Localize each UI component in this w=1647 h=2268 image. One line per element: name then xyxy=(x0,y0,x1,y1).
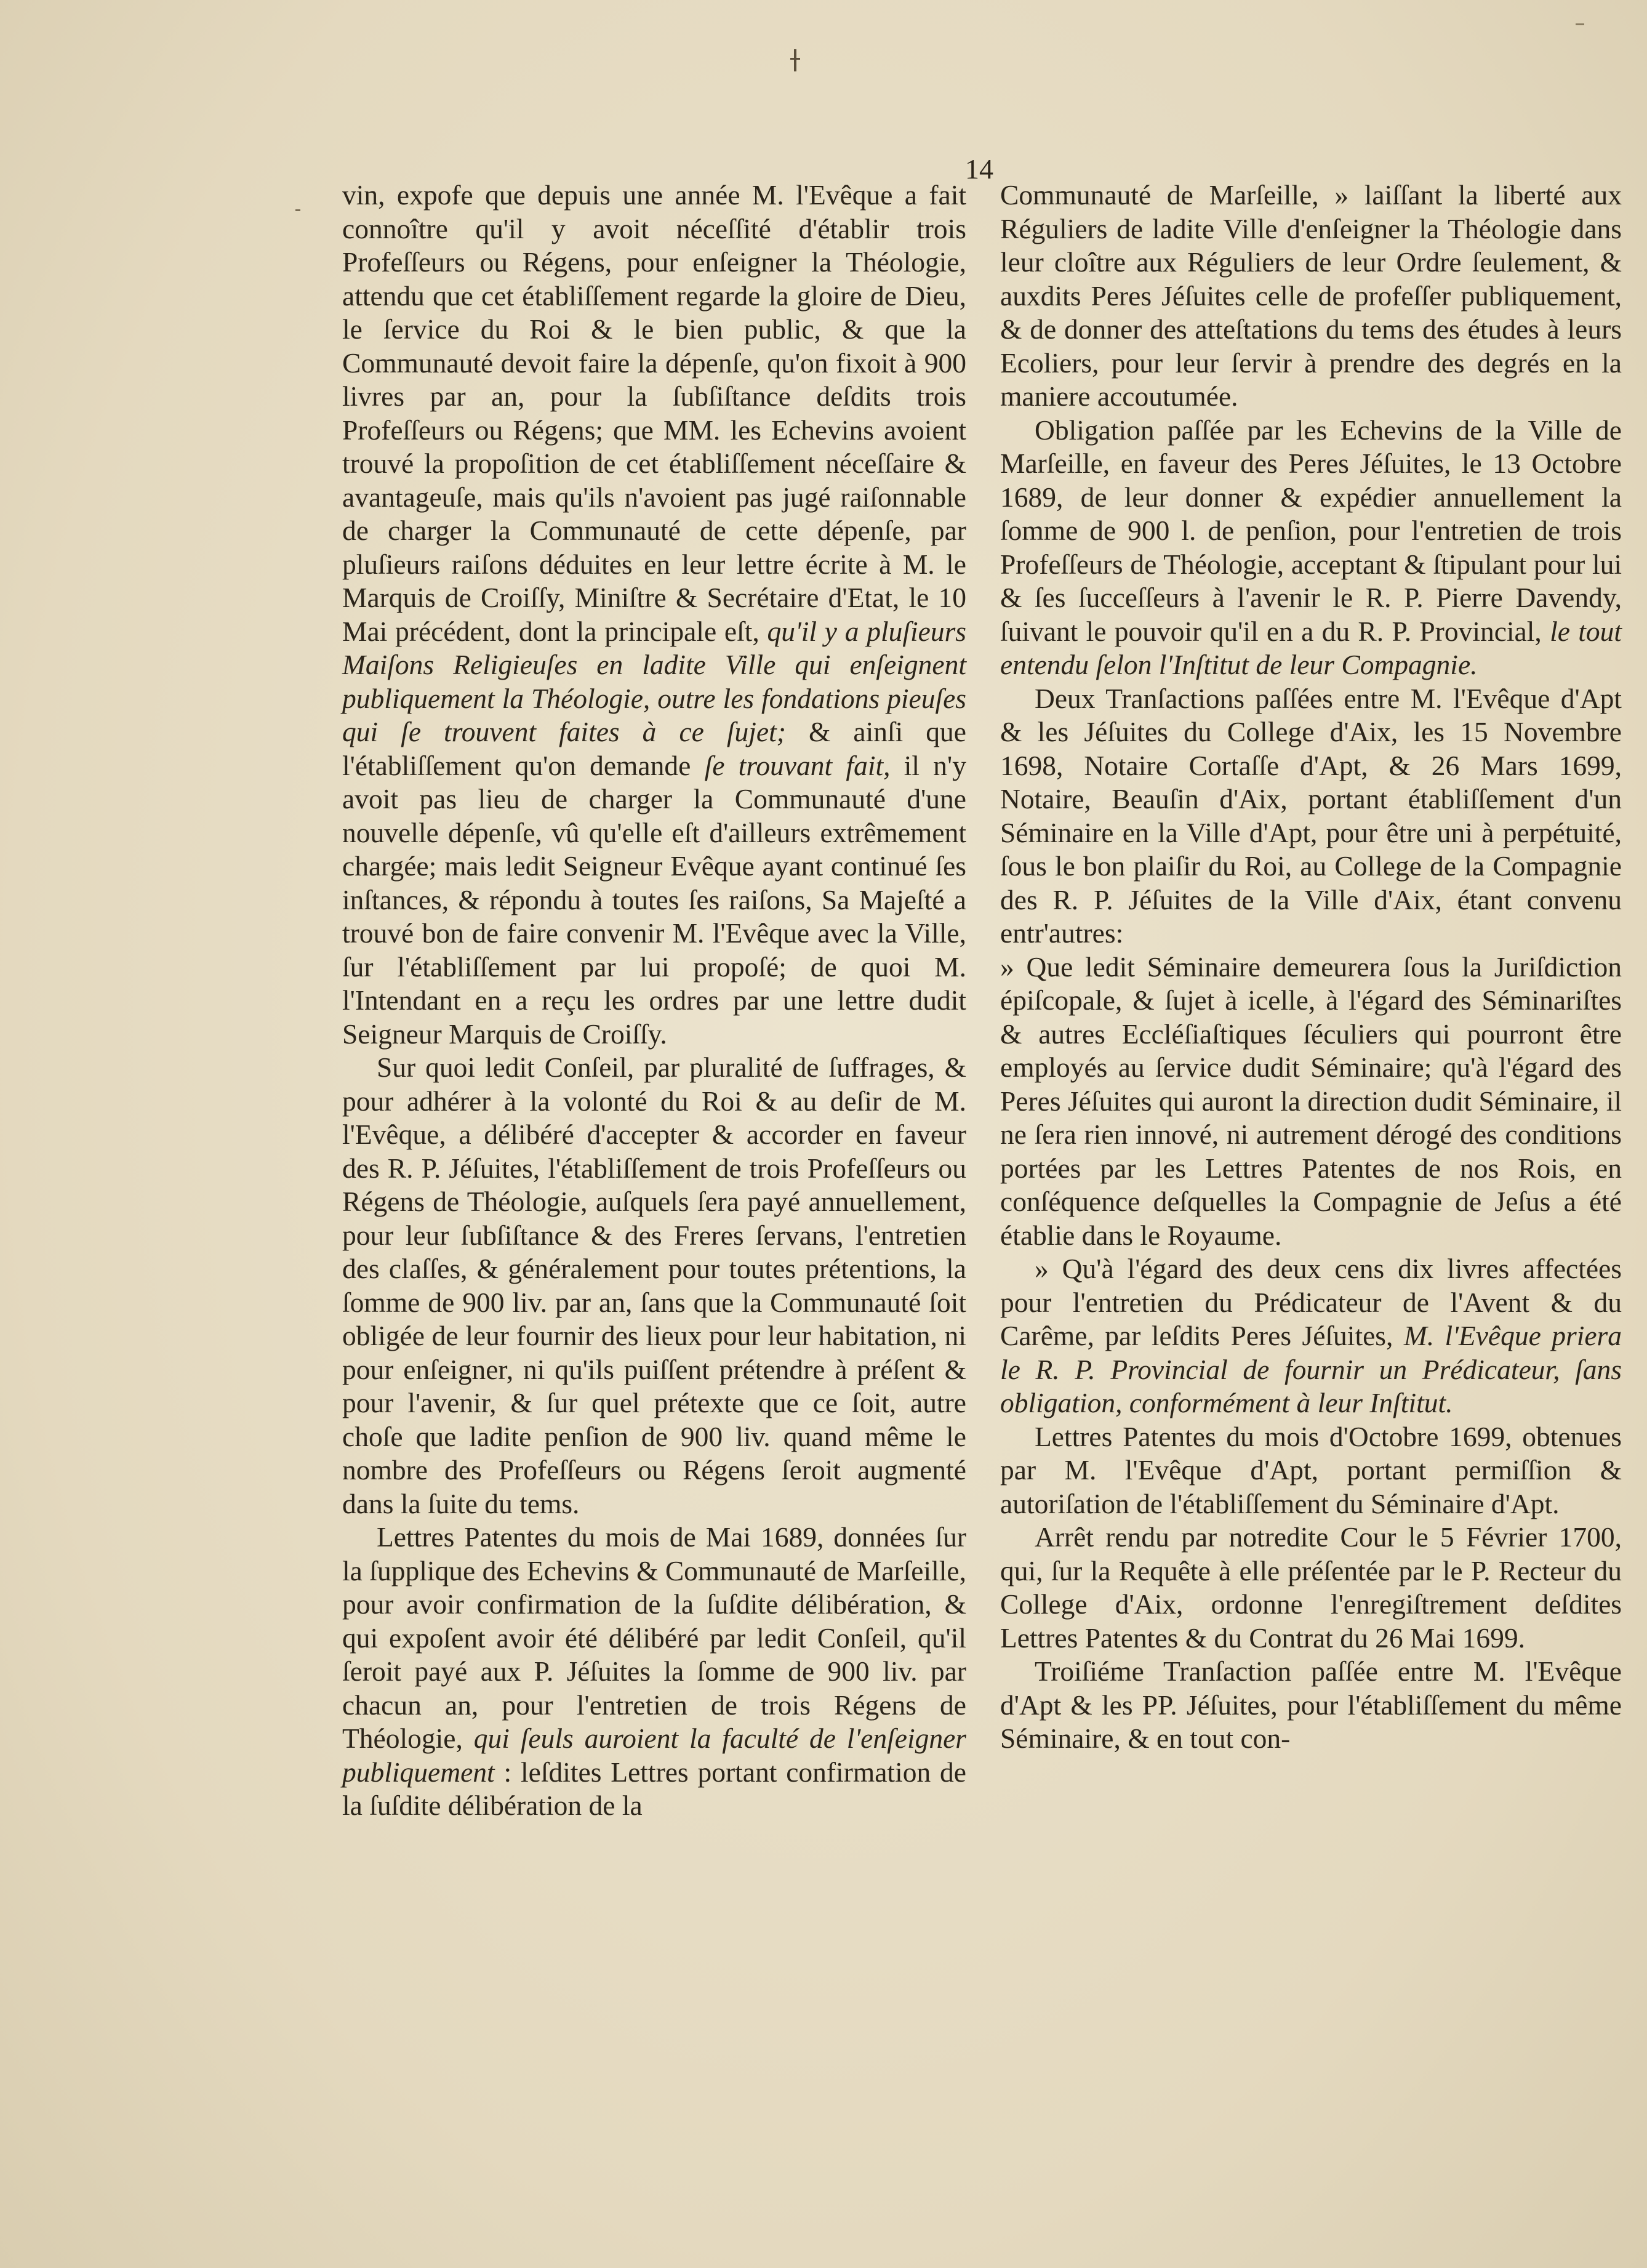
paragraph xyxy=(1000,1252,1622,1420)
text-run: Obligation paſſée par les Echevins de la Ville de Marſeille, en faveur des Peres Jéſuites, le 13 Octobre 1689, de leur donner & expédier annuellement la ſomme de 900 l. de penſion, pour l'entretien de trois Profeſſeurs de Théologie, acceptant & ſtipulant pour lui & ſes ſucceſſeurs à l'avenir le R. P. Pierre Davendy, ſuivant le pouvoir qu'il en a du R. P. Provincial, xyxy=(1000,414,1622,647)
text-run: : leſdites Lettres portant confirmation de la ſuſdite délibération de la xyxy=(342,1756,967,1821)
italic-quote: le tout entendu ſelon l'Inſtitut de leur Compagnie. xyxy=(1000,615,1622,680)
text-run: & ainſi que l'établiſſement qu'on demande xyxy=(342,716,966,781)
page-number: 14 xyxy=(965,153,993,185)
text-run: » Qu'à l'égard des deux cens dix livres affectées pour l'entretien du Prédicateur de l'Avent & du Carême, par leſdits Peres Jéſuites, xyxy=(1000,1253,1622,1351)
paragraph: Sur quoi ledit Conſeil, par pluralité de ſuffrages, & pour adhérer à la volonté du Roi & au deſir de M. l'Evêque, a délibéré d'accepter & accorder en faveur des R. P. Jéſuites, l'établiſſement de trois Profeſſeurs ou Régens de Théologie, auſquels ſera payé annuellement, pour leur ſubſiſtance & des Freres ſervans, l'entretien des claſſes, & généralement pour toutes prétentions, la ſomme de 900 liv. par an, ſans que la Communauté ſoit obligée de leur fournir des lieux pour leur habitation, ni pour enſeigner, ni qu'ils puiſſent prétendre à préſent & pour l'avenir, & ſur quel prétexte que ce ſoit, autre choſe que ladite penſion de 900 liv. quand même le nombre des Profeſſeurs ou Régens ſeroit augmenté dans la ſuite du tems. xyxy=(342,1052,966,1519)
paragraph: Arrêt rendu par notredite Cour le 5 Février 1700, qui, ſur la Requête à elle préſentée par le P. Recteur du College d'Aix, ordonne l'enregiſtrement deſdites Lettres Patentes & du Contrat du 26 Mai 1699. xyxy=(1000,1521,1622,1654)
text-run: il n'y avoit pas lieu de charger la Communauté d'une nouvelle dépenſe, vû qu'elle eſt d'ailleurs extrêmement chargée; mais ledit Seigneur Evêque ayant continué ſes inſtances, & répondu à toutes ſes raiſons, Sa Majeſté a trouvé bon de faire convenir M. l'Evêque avec la Ville, ſur l'établiſſement par lui propoſé; de quoi M. l'Intendant en a reçu les ordres par une lettre dudit Seigneur Marquis de Croiſſy. xyxy=(342,749,966,1050)
paragraph xyxy=(1000,414,1622,682)
italic-quote: qui ſeuls auroient la faculté de l'enſeigner publiquement xyxy=(342,1723,966,1788)
margin-dot xyxy=(295,209,300,211)
corner-mark xyxy=(1576,23,1584,25)
text-run: vin, expofe que depuis une année M. l'Evêque a fait connoître qu'il y avoit néceſſité d'établir trois Profeſſeurs ou Régens, pour enſeigner la Théologie, attendu que cet établiſſement regarde la gloire de Dieu, le ſervice du Roi & le bien public, & que la Communauté devoit faire la dépenſe, qu'on fixoit à 900 livres par an, pour la ſubſiſtance deſdits trois Profeſſeurs ou Régens; que MM. les Echevins avoient trouvé la propoſition de cet établiſſement néceſſaire & avantageuſe, mais qu'ils n'avoient pas jugé raiſonnable de charger la Communauté de cette dépenſe, par pluſieurs raiſons déduites en leur lettre écrite à M. le Marquis de Croiſſy, Miniſtre & Secrétaire d'Etat, le 10 Mai précédent, dont la principale eſt, xyxy=(342,179,966,647)
paragraph: Troiſiéme Tranſaction paſſée entre M. l'Evêque d'Apt & les PP. Jéſuites, pour l'établiſſement du même Séminaire, & en tout con- xyxy=(1000,1655,1622,1754)
right-column xyxy=(1000,179,1622,1756)
paragraph xyxy=(342,179,966,1051)
paragraph: Deux Tranſactions paſſées entre M. l'Evêque d'Apt & les Jéſuites du College d'Aix, les 15 Novembre 1698, Notaire Cortaſſe d'Apt, & 26 Mars 1699, Notaire, Beauſin d'Aix, portant établiſſement d'un Séminaire en la Ville d'Apt, pour être uni à perpétuité, ſous le bon plaiſir du Roi, au College de la Compagnie des R. P. Jéſuites de la Ville d'Aix, étant convenu entr'autres: xyxy=(1000,682,1622,949)
paragraph: Lettres Patentes du mois d'Octobre 1699, obtenues par M. l'Evêque d'Apt, portant permiſſion & autoriſation de l'établiſſement du Séminaire d'Apt. xyxy=(1000,1420,1622,1519)
italic-quote: M. l'Evêque priera le R. P. Provincial de fournir un Prédicateur, ſans obligation, conformément à leur Inſtitut. xyxy=(1000,1320,1622,1418)
printer-mark xyxy=(794,49,796,71)
paragraph: Communauté de Marſeille, » laiſſant la liberté aux Réguliers de ladite Ville d'enſeigner la Théologie dans leur cloître aux Réguliers de leur Ordre ſeulement, & auxdits Peres Jéſuites celle de profeſſer publiquement, & de donner des atteſtations du tems des études à leurs Ecoliers, pour leur ſervir à prendre des degrés en la maniere accoutumée. xyxy=(1000,179,1622,412)
paragraph: » Que ledit Séminaire demeurera ſous la Juriſdiction épiſcopale, & ſujet à icelle, à l'égard des Séminariſtes & autres Eccléſiaſtiques ſéculiers qui pourront être employés au ſervice dudit Séminaire; qu'à l'égard des Peres Jéſuites qui auront la direction dudit Séminaire, il ne ſera rien innové, ni autrement dérogé des conditions portées par les Lettres Patentes de nos Rois, en conſéquence deſquelles la Compagnie de Jeſus a été établie dans le Royaume. xyxy=(1000,951,1622,1251)
text-run: Lettres Patentes du mois de Mai 1689, données ſur la ſupplique des Echevins & Communauté de Marſeille, pour avoir confirmation de la ſuſdite délibération, & qui expoſent avoir été délibéré par ledit Conſeil, qu'il ſeroit payé aux P. Jéſuites la ſomme de 900 liv. par chacun an, pour l'entretien de trois Régens de Théologie, xyxy=(342,1521,966,1754)
italic-quote: ſe trouvant fait, xyxy=(704,749,891,781)
left-column xyxy=(342,179,966,1823)
paragraph xyxy=(342,1521,966,1823)
italic-quote: qu'il y a pluſieurs Maiſons Religieuſes en ladite Ville qui enſeignent publiquement la Théologie, outre les fondations pieuſes qui ſe trouvent faites à ce ſujet; xyxy=(342,615,967,747)
